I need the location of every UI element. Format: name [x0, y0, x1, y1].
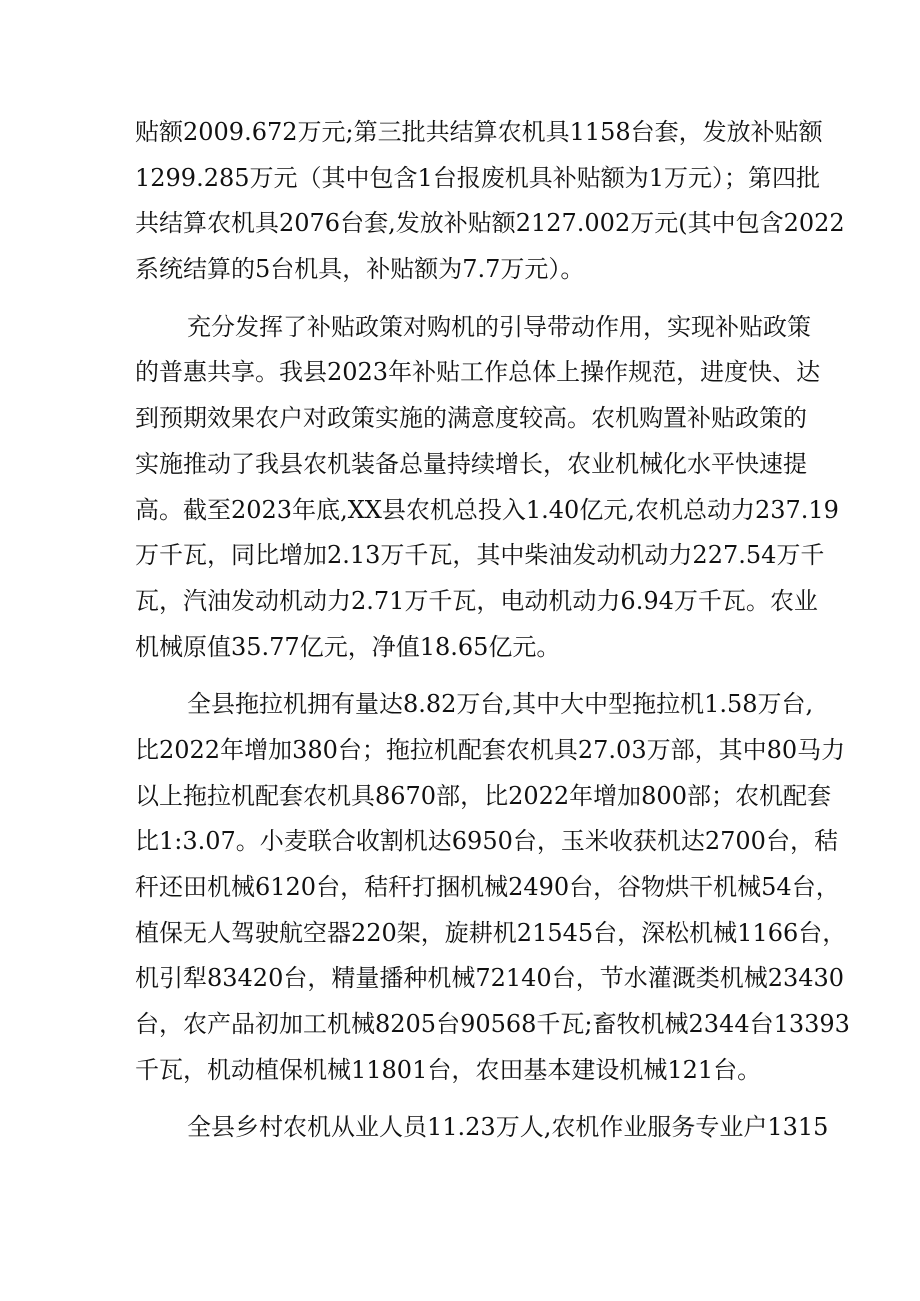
text-line: 充分发挥了补贴政策对购机的引导带动作用，实现补贴政策: [187, 312, 811, 341]
text-line: 秆还田机械6120台，秸秆打捆机械2490台，谷物烘干机械54台，: [135, 873, 840, 901]
text-line: 千瓦，机动植保机械11801台，农田基本建设机械121台。: [135, 1055, 762, 1084]
text-line: 瓦，汽油发动机动力2.71万千瓦，电动机动力6.94万千瓦。农业: [135, 586, 818, 615]
text-line: 到预期效果农户对政策实施的满意度较高。农机购置补贴政策的: [135, 404, 807, 433]
text-line: 系统结算的5台机具，补贴额为7.7万元）。: [135, 255, 585, 284]
text-line: 共结算农机具2076台套,发放补贴额2127.002万元(其中包含2022: [135, 209, 845, 238]
text-line: 植保无人驾驶航空器220架，旋耕机21545台，深松机械1166台，: [135, 918, 847, 947]
paragraph-gap: [135, 293, 791, 305]
paragraph-personnel: [135, 1105, 829, 1151]
text-line: 1299.285万元（其中包含1台报废机具补贴额为1万元）；第四批: [135, 163, 821, 192]
text-line: 比2022年增加380台；拖拉机配套农机具27.03万部，其中80马力: [135, 735, 846, 764]
paragraph-policy-effect: [135, 305, 839, 671]
paragraph-subsidy-batches: [135, 110, 845, 293]
paragraph-gap: [135, 1093, 791, 1105]
document-body: [135, 110, 850, 1151]
text-line: 以上拖拉机配套农机具8670部，比2022年增加800部；农机配套: [135, 781, 831, 810]
text-line: 万千瓦，同比增加2.13万千瓦，其中柴油发动机动力227.54万千: [135, 541, 825, 570]
text-line: 全县拖拉机拥有量达8.82万台,其中大中型拖拉机1.58万台,: [187, 690, 814, 719]
text-line: 台，农产品初加工机械8205台90568千瓦;畜牧机械2344台13393: [135, 1010, 850, 1039]
text-line: 实施推动了我县农机装备总量持续增长，农业机械化水平快速提: [135, 449, 807, 478]
text-line: 的普惠共享。我县2023年补贴工作总体上操作规范，进度快、达: [135, 358, 821, 387]
text-line: 机引犁83420台，精量播种机械72140台，节水灌溉类机械23430: [135, 964, 845, 993]
paragraph-gap: [135, 670, 791, 682]
text-line: 比1:3.07。小麦联合收割机达6950台，玉米收获机达2700台，秸: [135, 827, 838, 856]
text-line: 贴额2009.672万元;第三批共结算农机具1158台套，发放补贴额: [135, 118, 823, 146]
text-line: 全县乡村农机从业人员11.23万人,农机作业服务专业户1315: [187, 1113, 829, 1142]
text-line: 高。截至2023年底,XX县农机总投入1.40亿元,农机总动力237.19: [135, 495, 839, 524]
text-line: 机械原值35.77亿元，净值18.65亿元。: [135, 632, 561, 661]
paragraph-machinery-stock: [135, 682, 850, 1093]
